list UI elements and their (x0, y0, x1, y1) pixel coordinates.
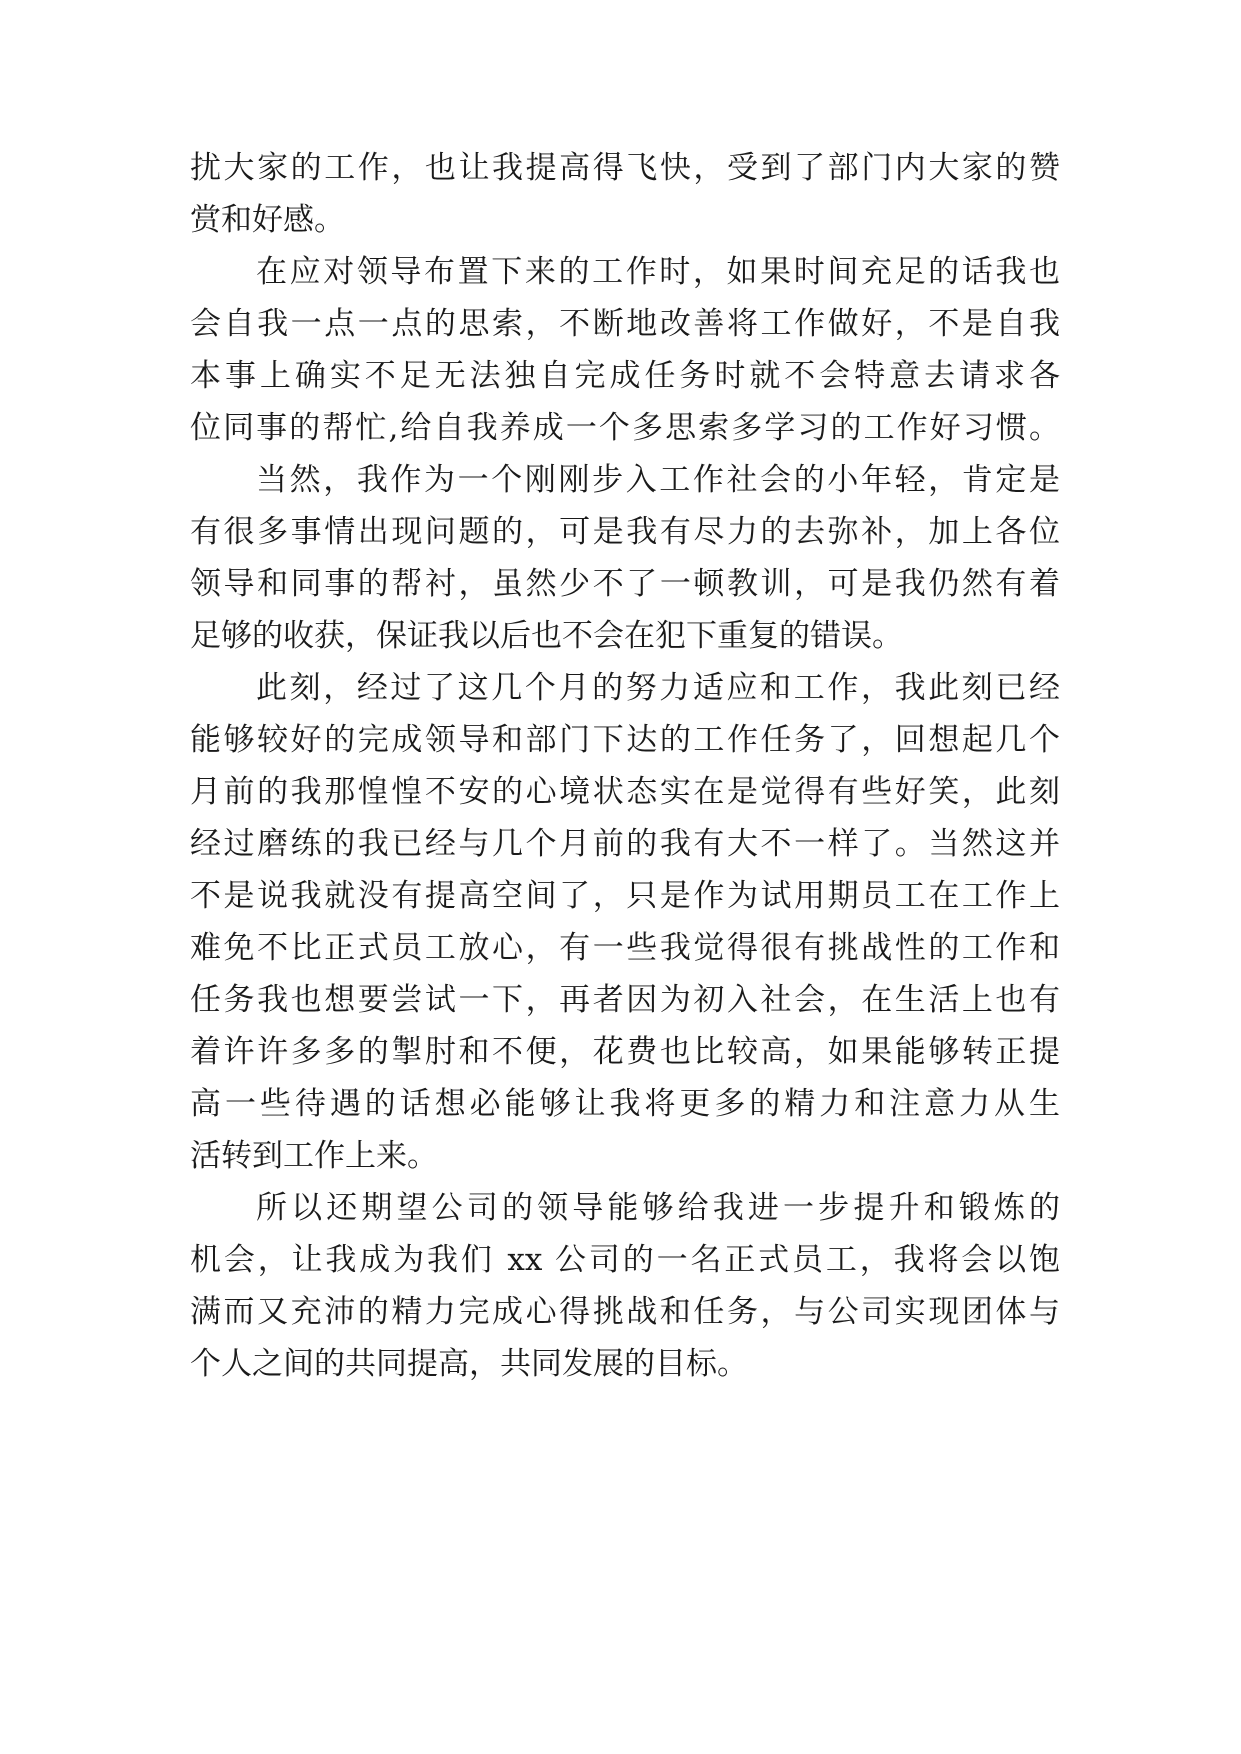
text-line: 难免不比正式员工放心，有一些我觉得很有挑战性的工作和 (190, 930, 1060, 966)
paragraph-first-line: 此刻，经过了这几个月的努力适应和工作，我此刻已经 (256, 670, 1060, 706)
text-line: 不是说我就没有提高空间了，只是作为试用期员工在工作上 (190, 878, 1060, 914)
text-line: 着许许多多的掣肘和不便，花费也比较高，如果能够转正提 (190, 1034, 1060, 1070)
text-line: 个人之间的共同提高，共同发展的目标。 (190, 1346, 748, 1382)
text-line: 领导和同事的帮衬，虽然少不了一顿教训，可是我仍然有着 (190, 566, 1060, 602)
text-line: 足够的收获，保证我以后也不会在犯下重复的错误。 (190, 618, 903, 654)
text-line: 高一些待遇的话想必能够让我将更多的精力和注意力从生 (190, 1086, 1060, 1122)
text-line: 赏和好感。 (190, 202, 345, 238)
paragraph-first-line: 当然，我作为一个刚刚步入工作社会的小年轻，肯定是 (256, 462, 1060, 498)
text-line: 经过磨练的我已经与几个月前的我有大不一样了。当然这并 (190, 826, 1060, 862)
paragraph-first-line: 在应对领导布置下来的工作时，如果时间充足的话我也 (256, 254, 1060, 290)
text-line: 机会，让我成为我们 xx 公司的一名正式员工，我将会以饱 (190, 1242, 1060, 1278)
text-line: 满而又充沛的精力完成心得挑战和任务，与公司实现团体与 (190, 1294, 1060, 1330)
text-line: 任务我也想要尝试一下，再者因为初入社会，在生活上也有 (190, 982, 1060, 1018)
text-line: 活转到工作上来。 (190, 1138, 438, 1174)
text-line: 有很多事情出现问题的，可是我有尽力的去弥补，加上各位 (190, 514, 1060, 550)
text-line: 位同事的帮忙,给自我养成一个多思索多学习的工作好习惯。 (190, 410, 1060, 446)
text-line: 本事上确实不足无法独自完成任务时就不会特意去请求各 (190, 358, 1060, 394)
paragraph-first-line: 所以还期望公司的领导能够给我进一步提升和锻炼的 (256, 1190, 1060, 1226)
text-line: 月前的我那惶惶不安的心境状态实在是觉得有些好笑，此刻 (190, 774, 1060, 810)
text-line: 扰大家的工作，也让我提高得飞快，受到了部门内大家的赞 (190, 150, 1060, 186)
text-line: 能够较好的完成领导和部门下达的工作任务了，回想起几个 (190, 722, 1060, 758)
text-line: 会自我一点一点的思索，不断地改善将工作做好，不是自我 (190, 306, 1060, 342)
